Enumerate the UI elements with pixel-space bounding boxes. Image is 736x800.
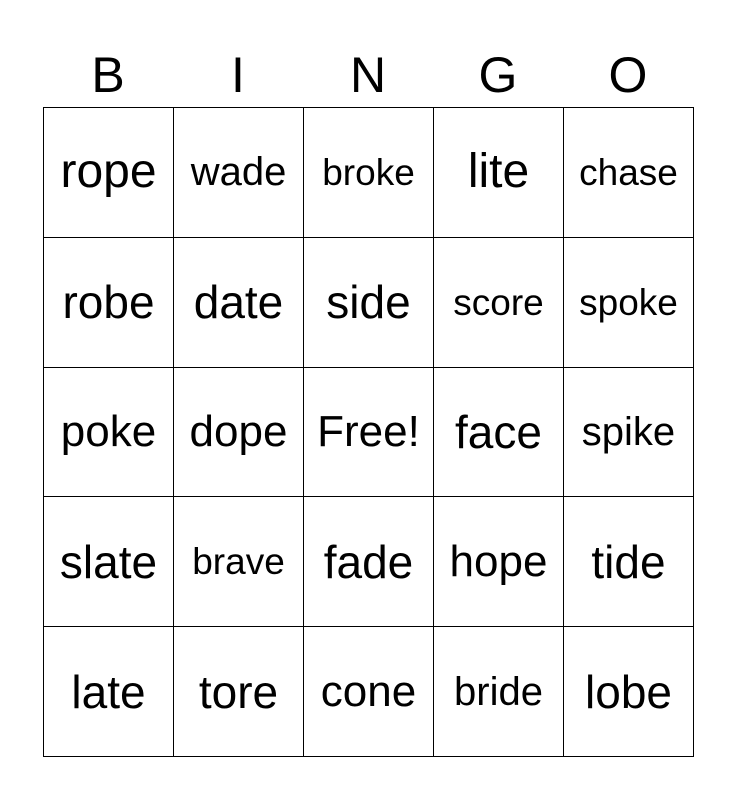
free-space-cell[interactable]: Free! <box>304 368 434 498</box>
header-letter-g: G <box>478 47 518 103</box>
header-letter-i: I <box>231 47 245 103</box>
bingo-cell[interactable]: robe <box>44 238 174 368</box>
bingo-cell[interactable]: chase <box>564 108 694 238</box>
bingo-cell[interactable]: tore <box>174 627 304 757</box>
bingo-cell[interactable]: cone <box>304 627 434 757</box>
bingo-cell[interactable]: fade <box>304 497 434 627</box>
bingo-cell[interactable]: poke <box>44 368 174 498</box>
bingo-cell[interactable]: hope <box>434 497 564 627</box>
bingo-cell[interactable]: spike <box>564 368 694 498</box>
bingo-cell[interactable]: slate <box>44 497 174 627</box>
bingo-cell[interactable]: broke <box>304 108 434 238</box>
bingo-card-grid <box>43 107 694 757</box>
bingo-cell[interactable]: rope <box>44 108 174 238</box>
bingo-cell[interactable]: bride <box>434 627 564 757</box>
bingo-cell[interactable]: lite <box>434 108 564 238</box>
bingo-cell[interactable]: lobe <box>564 627 694 757</box>
bingo-cell[interactable]: dope <box>174 368 304 498</box>
bingo-cell[interactable]: brave <box>174 497 304 627</box>
bingo-cell[interactable]: date <box>174 238 304 368</box>
bingo-cell[interactable]: late <box>44 627 174 757</box>
bingo-cell[interactable]: score <box>434 238 564 368</box>
header-letter-b: B <box>91 47 125 103</box>
bingo-cell[interactable]: face <box>434 368 564 498</box>
header-letter-o: O <box>608 47 648 103</box>
bingo-header <box>43 42 693 108</box>
bingo-cell[interactable]: side <box>304 238 434 368</box>
bingo-cell[interactable]: wade <box>174 108 304 238</box>
bingo-cell[interactable]: spoke <box>564 238 694 368</box>
bingo-cell[interactable]: tide <box>564 497 694 627</box>
header-letter-n: N <box>349 47 387 103</box>
